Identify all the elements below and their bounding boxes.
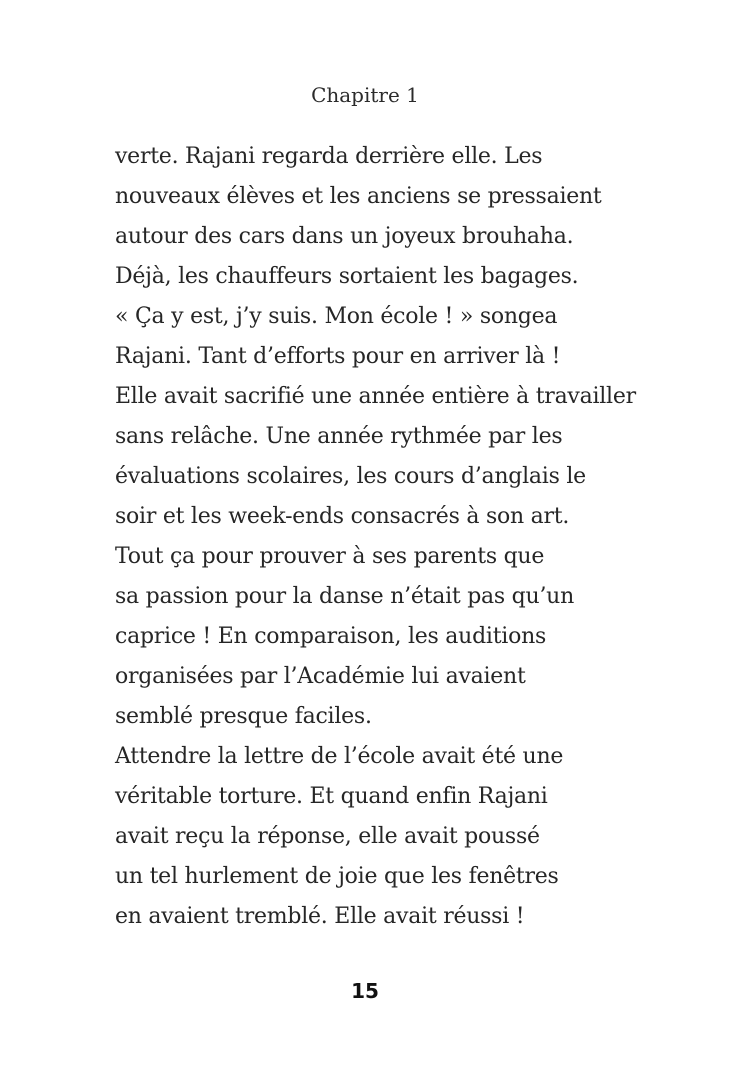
text-line: caprice ! En comparaison, les auditions: [115, 624, 547, 649]
page-number: 15: [351, 979, 379, 1003]
text-line: verte. Rajani regarda derrière elle. Les: [115, 144, 543, 169]
text-line: Rajani. Tant d’efforts pour en arriver là !: [115, 344, 561, 369]
text-line: Elle avait sacrifié une année entière à travailler: [115, 384, 636, 409]
text-line: en avaient tremblé. Elle avait réussi !: [115, 904, 525, 929]
text-line: Déjà, les chauffeurs sortaient les bagages.: [115, 264, 579, 289]
text-line: véritable torture. Et quand enfin Rajani: [115, 784, 548, 809]
text-line: sa passion pour la danse n’était pas qu’un: [115, 584, 575, 609]
chapter-heading: Chapitre 1: [311, 83, 419, 107]
text-content: [115, 137, 645, 937]
text-line: soir et les week-ends consacrés à son art.: [115, 504, 570, 529]
text-line: avait reçu la réponse, elle avait poussé: [115, 824, 540, 849]
text-line: évaluations scolaires, les cours d’anglais le: [115, 464, 586, 489]
text-line: sans relâche. Une année rythmée par les: [115, 424, 563, 449]
text-line: Tout ça pour prouver à ses parents que: [115, 544, 545, 569]
text-line: un tel hurlement de joie que les fenêtres: [115, 864, 559, 889]
text-line: semblé presque faciles.: [115, 704, 372, 729]
text-line: « Ça y est, j’y suis. Mon école ! » songea: [115, 304, 558, 329]
text-line: autour des cars dans un joyeux brouhaha.: [115, 224, 574, 249]
text-line: organisées par l’Académie lui avaient: [115, 664, 526, 689]
text-line: Attendre la lettre de l’école avait été une: [115, 744, 564, 769]
text-line: nouveaux élèves et les anciens se pressaient: [115, 184, 602, 209]
